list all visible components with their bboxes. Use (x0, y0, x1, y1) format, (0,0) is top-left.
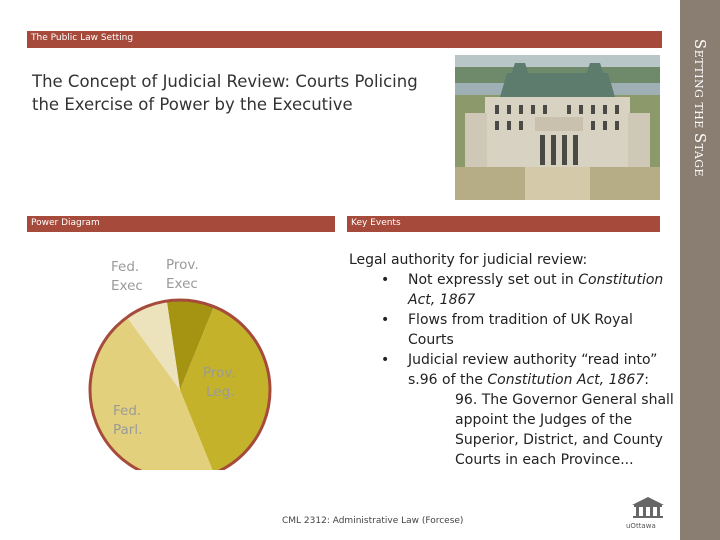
section-header-label: The Public Law Setting (31, 33, 134, 43)
pie-label-fed-parl: Fed. Parl. (113, 403, 143, 438)
supreme-court-photo (455, 55, 660, 200)
uottawa-logo-label: uOttawa (626, 522, 656, 530)
power-diagram-bar (27, 216, 335, 232)
list-item: • Flows from tradition of UK Royal Courts (381, 312, 633, 348)
list-item: • Judicial review authority “read into” s.96 of the Constitution Act, 1867: (381, 352, 658, 388)
key-events-bar (347, 216, 660, 232)
section-header-bar (27, 31, 662, 48)
list-item: • Not expressly set out in Constitution Act, 1867 (381, 272, 664, 308)
sidebar-title: SETTING THE STAGE (691, 38, 709, 178)
slide-title: The Concept of Judicial Review: Courts Policing the Exercise of Power by the Executive (32, 72, 418, 114)
section-96-quote: 96. The Governor General shall appoint the Judges of the Superior, District, and County Courts in each Province... (455, 392, 674, 468)
pie-label-prov-exec: Prov. Exec (166, 257, 199, 292)
key-events-list (349, 250, 679, 470)
key-events-label: Key Events (351, 218, 401, 228)
footer-text: CML 2312: Administrative Law (Forcese) (282, 516, 464, 526)
events-heading: Legal authority for judicial review: (349, 252, 588, 268)
pie-label-prov-leg: Prov. Leg. (203, 365, 236, 400)
pie-label-fed-exec: Fed. Exec (111, 259, 143, 294)
power-diagram-label: Power Diagram (31, 218, 100, 228)
